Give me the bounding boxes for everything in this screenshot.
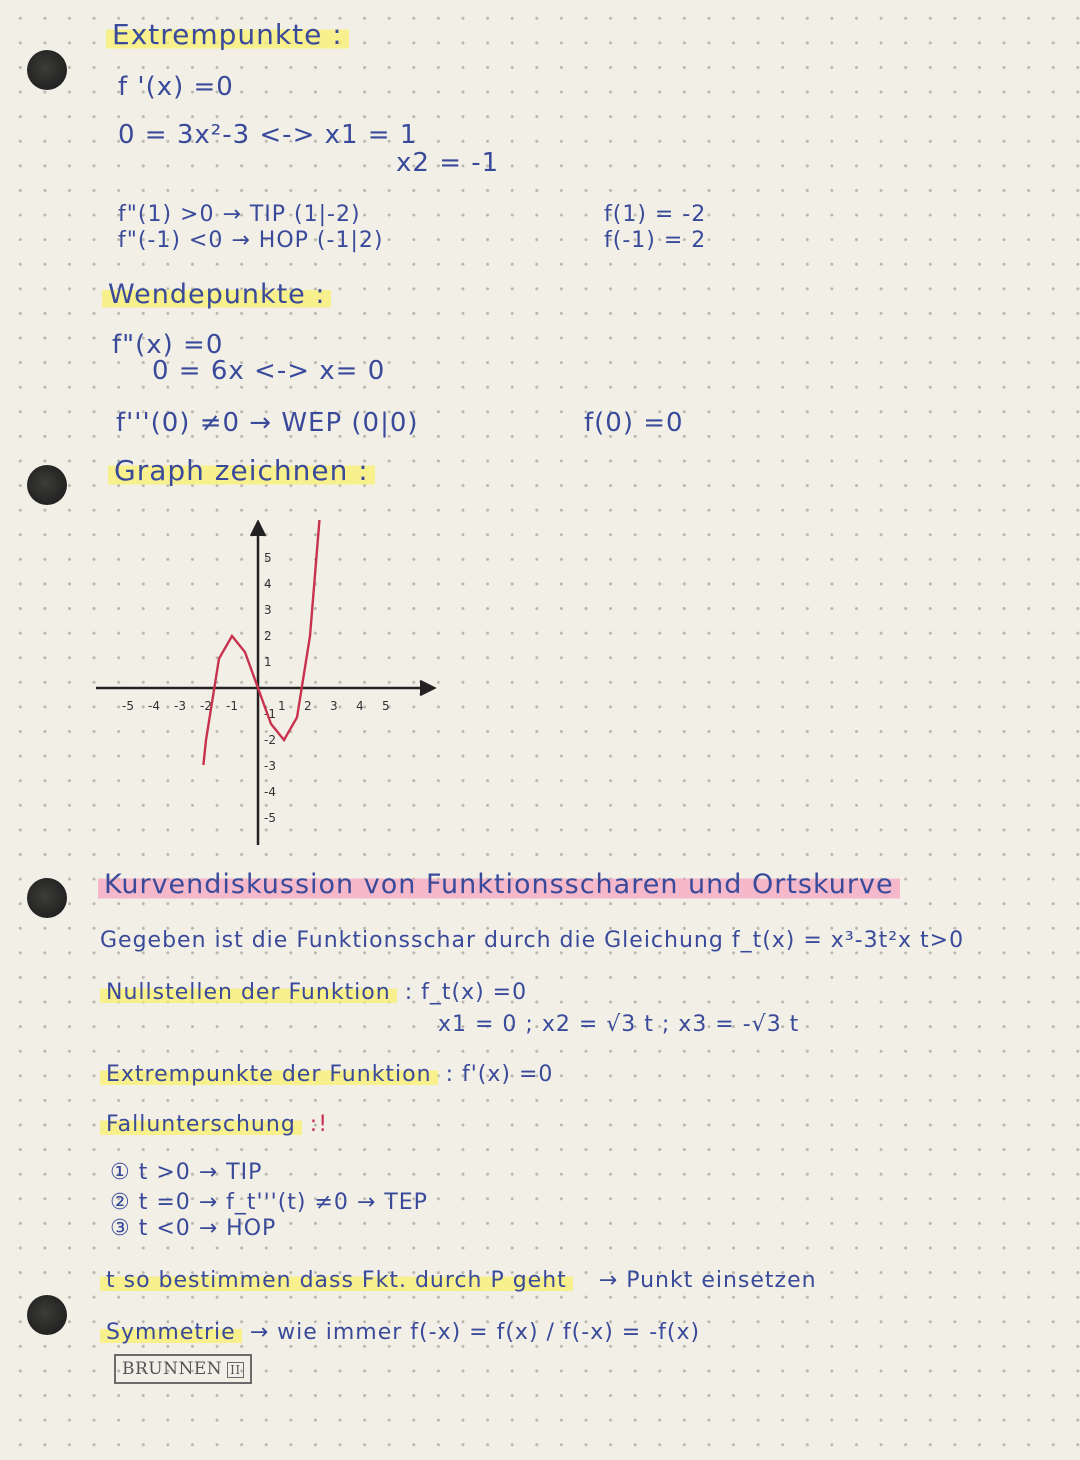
y-axis-arrow	[251, 522, 265, 536]
case-2: ② t =0 → f_t'''(t) ≠0 → TEP	[110, 1190, 428, 1215]
x-tick-label: 5	[382, 699, 390, 713]
eq-f-of-1: f(1) = -2	[604, 202, 707, 227]
eq-f-of-0: f(0) =0	[584, 408, 684, 438]
nullstellen-solutions: x1 = 0 ; x2 = √3 t ; x3 = -√3 t	[438, 1012, 800, 1037]
punch-hole-2	[27, 465, 67, 505]
x-tick-label: 2	[304, 699, 312, 713]
y-tick-label: -4	[264, 785, 276, 799]
y-tick-label: -1	[264, 707, 276, 721]
y-tick-label: 1	[264, 655, 272, 669]
eq-solve-second: 0 = 6x <-> x= 0	[152, 356, 386, 386]
eq-f-double-prime-zero: f"(x) =0	[112, 330, 224, 360]
case-3: ③ t <0 → HOP	[110, 1216, 277, 1241]
wendepunkte-heading: Wendepunkte :	[102, 280, 331, 310]
extrempunkte-heading: Extrempunkte :	[106, 20, 349, 50]
x-tick-label: -2	[200, 699, 212, 713]
graph-heading: Graph zeichnen :	[108, 456, 375, 486]
punch-hole-3	[27, 878, 67, 918]
x-tick-label: 1	[278, 699, 286, 713]
fallunterschung-line: Fallunterschung :!	[100, 1110, 328, 1140]
eq-f-prime-zero: f '(x) =0	[118, 72, 234, 102]
extrempunkte-funktion-line: Extrempunkte der Funktion : f'(x) =0	[100, 1060, 553, 1090]
y-tick-label: 5	[264, 551, 272, 565]
y-tick-label: -2	[264, 733, 276, 747]
function-graph	[90, 520, 440, 850]
section-heading-kurvendiskussion: Kurvendiskussion von Funktionsscharen und Ortskurve	[98, 870, 900, 900]
y-tick-label: -5	[264, 811, 276, 825]
eq-x2: x2 = -1	[396, 148, 500, 178]
given-function-line: Gegeben ist die Funktionsschar durch die Gleichung f_t(x) = x³-3t²x t>0	[100, 928, 965, 953]
x-tick-label: -1	[226, 699, 238, 713]
x-tick-label: -4	[148, 699, 160, 713]
nullstellen-line: Nullstellen der Funktion : f_t(x) =0	[100, 978, 527, 1008]
parameter-line: t so bestimmen dass Fkt. durch P geht → Punkt einsetzen	[100, 1266, 817, 1296]
symmetrie-line: Symmetrie → wie immer f(-x) = f(x) / f(-x) = -f(x)	[100, 1318, 700, 1348]
x-axis-arrow	[420, 681, 434, 695]
case-1: ① t >0 → TIP	[110, 1160, 263, 1185]
x-tick-label: -3	[174, 699, 186, 713]
y-tick-label: -3	[264, 759, 276, 773]
y-tick-label: 4	[264, 577, 272, 591]
x-tick-label: 4	[356, 699, 364, 713]
eq-second-derivative-1: f"(1) >0 → TIP (1|-2)	[118, 202, 361, 227]
eq-f-of-minus-1: f(-1) = 2	[604, 228, 707, 253]
x-tick-label: -5	[122, 699, 134, 713]
punch-hole-4	[27, 1295, 67, 1335]
y-tick-label: 2	[264, 629, 272, 643]
eq-solve-derivative: 0 = 3x²-3 <-> x1 = 1	[118, 120, 418, 150]
x-tick-label: 3	[330, 699, 338, 713]
punch-hole-1	[27, 50, 67, 90]
brunnen-logo: BRUNNEN II	[114, 1354, 252, 1384]
y-tick-label: 3	[264, 603, 272, 617]
eq-third-derivative: f'''(0) ≠0 → WEP (0|0)	[116, 408, 419, 438]
eq-second-derivative-2: f"(-1) <0 → HOP (-1|2)	[118, 228, 384, 253]
